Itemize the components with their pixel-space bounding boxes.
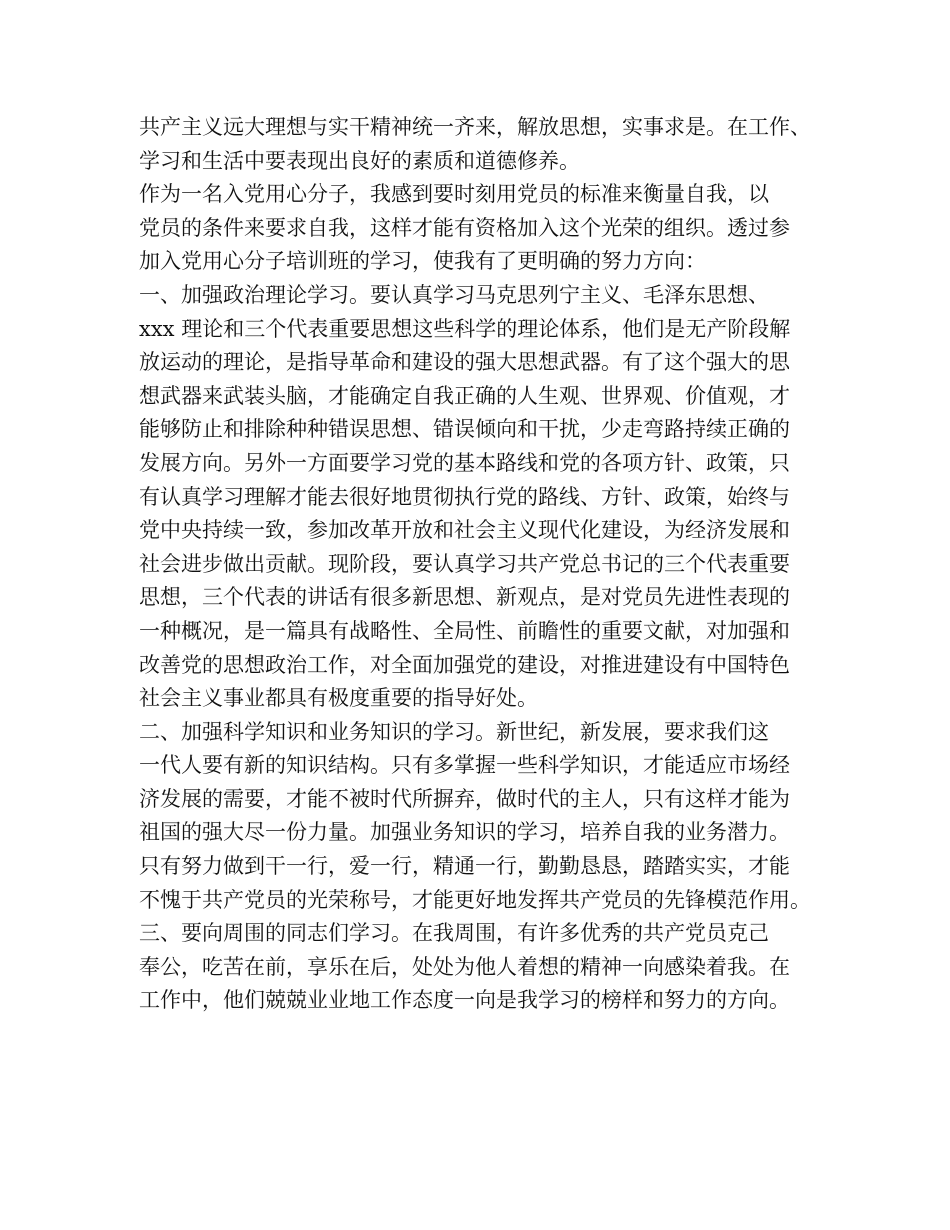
text-line: 一、加强政治理论学习。要认真学习马克思列宁主义、毛泽东思想、 [139,282,769,307]
text-line: 工作中，他们兢兢业业地工作态度一向是我学习的榜样和努力的方向。 [139,988,790,1013]
text-line: 有认真学习理解才能去很好地贯彻执行党的路线、方针、政策，始终与 [139,484,790,509]
text-line: 放运动的理论，是指导革命和建设的强大思想武器。有了这个强大的思 [139,350,790,375]
text-line: 学习和生活中要表现出良好的素质和道德修养。 [139,148,580,173]
text-line: 想武器来武装头脑，才能确定自我正确的人生观、世界观、价值观，才 [139,383,790,408]
text-line: 社会进步做出贡献。现阶段，要认真学习共产党总书记的三个代表重要 [139,551,790,576]
text-line: 党中央持续一致，参加改革开放和社会主义现代化建设，为经济发展和 [139,518,790,543]
text-line: 一代人要有新的知识结构。只有多掌握一些科学知识，才能适应市场经 [139,753,790,778]
text-line: 不愧于共产党员的光荣称号，才能更好地发挥共产党员的先锋模范作用。 [139,887,811,912]
document-body [139,111,829,1018]
text-line: 思想，三个代表的讲话有很多新思想、新观点，是对党员先进性表现的 [139,585,790,610]
text-line: 共产主义远大理想与实干精神统一齐来，解放思想，实事求是。在工作、 [139,115,811,139]
text-line: 祖国的强大尽一份力量。加强业务知识的学习，培养自我的业务潜力。 [139,820,790,845]
text-line: 奉公，吃苦在前，享乐在后，处处为他人着想的精神一向感染着我。在 [139,954,790,979]
text-line: 改善党的思想政治工作，对全面加强党的建设，对推进建设有中国特色 [139,652,790,677]
text-line: 只有努力做到干一行，爱一行，精通一行，勤勤恳恳，踏踏实实，才能 [139,854,790,879]
text-line: 三、要向周围的同志们学习。在我周围，有许多优秀的共产党员克己 [139,921,769,946]
text-line: 发展方向。另外一方面要学习党的基本路线和党的各项方针、政策，只 [139,450,790,475]
text-line: 党员的条件来要求自我，这样才能有资格加入这个光荣的组织。透过参 [139,215,790,240]
text-line: 社会主义事业都具有极度重要的指导好处。 [139,686,538,711]
text-line: 二、加强科学知识和业务知识的学习。新世纪，新发展，要求我们这 [139,719,769,744]
text-line: 能够防止和排除种种错误思想、错误倾向和干扰，少走弯路持续正确的 [139,417,790,442]
text-line: xxx 理论和三个代表重要思想这些科学的理论体系，他们是无产阶段解 [139,316,791,341]
text-line: 加入党用心分子培训班的学习，使我有了更明确的努力方向： [139,249,706,274]
text-line: 作为一名入党用心分子，我感到要时刻用党员的标准来衡量自我，以 [139,182,769,207]
text-line: 一种概况，是一篇具有战略性、全局性、前瞻性的重要文献，对加强和 [139,618,790,643]
text-line: 济发展的需要，才能不被时代所摒弃，做时代的主人，只有这样才能为 [139,786,790,811]
